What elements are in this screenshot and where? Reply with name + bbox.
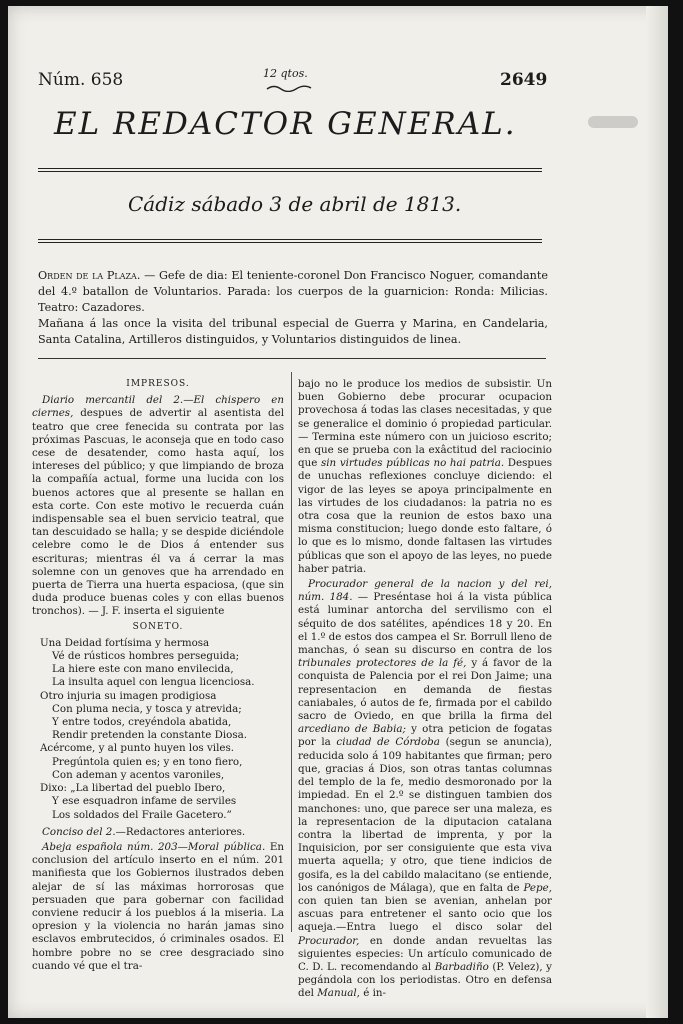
section-heading: IMPRESOS.: [126, 379, 190, 389]
poem-line: La insulta aquel con lengua licenciosa.: [52, 676, 255, 689]
paragraph-text: y á favor de la conquista de Palencia por el rei Don Jaime; una representacion en demanda de fiestas caniabales, ó autos de fe, firmada por el cabildo sacro de Oviedo, en que brilla la firma del: [298, 657, 552, 723]
emphasis: Manual,: [317, 987, 360, 1000]
column-divider: [291, 372, 292, 932]
divider: [38, 358, 546, 359]
sonnet: [40, 637, 284, 822]
orden-label: Orden de la Plaza.: [38, 269, 141, 282]
paragraph: [298, 578, 552, 1001]
source-title: Abeja española núm. 203: [42, 840, 178, 853]
poem-line: Una Deidad fortísima y hermosa: [40, 636, 210, 649]
article-title: —Moral pública.: [177, 840, 266, 853]
paragraph-text: (P. Velez), y pegándola con los periodistas. Otro en defensa del: [298, 960, 552, 1000]
divider: [38, 168, 542, 172]
emphasis: Barbadiño: [434, 960, 489, 973]
page-edge: [646, 6, 668, 1018]
emphasis: tribunales protectores de la fé,: [298, 657, 467, 670]
paragraph-text: bajo no le produce los medios de subsistir. Un buen Gobierno debe procurar ocupacion provechosa á todas las clases necesitadas, y que se generalice el dominio ó propiedad particular. — Termina este número con un juicioso escrito; en que se prueba con la exâctitud del raciocinio que: [298, 378, 552, 470]
paragraph-text: con quien tan bien se avenian, anhelan por ascuas para entretener el santo ocio que los aqueja.—Entra luego el disco solar del: [298, 894, 552, 934]
orden-text: — Gefe de dia: El teniente-coronel Don Francisco Noguer, comandante del 4.º batallon de Voluntarios. Parada: los cuerpos de la guarnicion: Ronda: Milicias. Teatro: Cazadores.: [38, 269, 548, 314]
emphasis: Procurador,: [298, 934, 360, 947]
poem-line: Y ese esquadron infame de serviles: [52, 795, 237, 808]
poem-line: Vé de rústicos hombres perseguida;: [52, 650, 240, 663]
paragraph-text: é in-: [363, 987, 386, 1000]
ink-smudge: [588, 116, 638, 128]
paragraph: [298, 378, 552, 576]
paragraph: Diario mercantil del 2.—El chispero en ciernes, despues de advertir al asentista del teatro que cree fenecida su contrata por las próximas Pascuas, le aconseja que en todo caso cese de desatender, como hasta aquí, los intereses del público; y que limpiando de broza la compañía actual, forme una lucida con los buenos actores que al presente se hallan en esta corte. Con este motivo le recuerda cuán indispensable sea el buen servicio teatral, que tan descuidado se halla; y se despide diciéndole celebre como le de Dios á entender sus escrituras; mientras él va á cerrar la mas solemne con un genoves que ha arrendado en puerta de Tierra una huerta espaciosa, (que sin duda produce buenas coles y con ellas buenos tronchos). — J. F. inserta el siguiente: [32, 394, 284, 618]
poem-line: Los soldados del Fraile Gacetero.”: [52, 808, 232, 821]
poem-title: SONETO.: [132, 621, 184, 632]
emphasis: arcediano de Babia;: [298, 723, 406, 736]
poem-line: Otro injuria su imagen prodigiosa: [40, 689, 217, 702]
paragraph-text: Despues de unuchas reflexiones concluye diciendo: el vigor de las leyes se apoya principalmente en las virtudes de los ciudadanos: la patria no es otra cosa que la reunion de estos baxo una misma constitucion; luego donde esto faltare, ó lo que es lo mismo, donde faltasen las virtudes públicas que son el apoyo de las leyes, no puede haber patria.: [298, 457, 552, 575]
issue-price: 12 qtos.: [263, 67, 308, 80]
paragraph-text: despues de advertir al asentista del teatro que cree fenecida su contrata por las próximas Pascuas, le aconseja que en todo caso cese de desatender, como hasta aquí, los intereses del público; y que limpiando de broza la compañía actual, forme una lucida con los buenos actores que al presente se hallan en esta corte. Con este motivo le recuerda cuán indispensable sea el buen servicio teatral, que tan descuidado se halla; y se despide diciéndole celebre como le de Dios á entender sus escrituras; mientras él va á cerrar la mas solemne con un genoves que ha arrendado en puerta de Tierra una huerta espaciosa, (que sin duda produce buenas coles y con ellas buenos tronchos). — J. F. inserta el siguiente: [32, 407, 284, 618]
dateline: Cádiz sábado 3 de abril de 1813.: [128, 192, 462, 216]
poem-line: La hiere este con mano envilecida,: [52, 663, 234, 676]
poem-line: Acércome, y al punto huyen los viles.: [40, 742, 235, 755]
page-number: 2649: [500, 70, 548, 90]
orden-text-2: Mañana á las once la visita del tribunal especial de Guerra y Marina, en Candelaria, Santa Catalina, Artilleros distinguidos, y Voluntarios distinguidos de linea.: [38, 317, 548, 346]
paragraph-text: y otra peticion de fogatas por la: [298, 723, 552, 749]
emphasis: sin virtudes públicas no hai patria.: [320, 457, 505, 470]
left-column: [32, 378, 284, 975]
source-title: Conciso del 2.: [42, 825, 116, 838]
ornament-icon: [266, 84, 312, 92]
paragraph-text: — Preséntase hoi á la vista pública está luminar antorcha del servilismo con el séquito de dos satélites, apéndices 18 y 20. En el 1.º de estos dos campea el Sr. Borrull lleno de manchas, ó sean su discurso en contra de los: [298, 591, 552, 657]
emphasis: ciudad de Córdoba: [336, 736, 440, 749]
emphasis: Pepe,: [523, 881, 552, 894]
source-title: Procurador general de la nacion y del rei, núm. 184.: [298, 578, 552, 604]
poem-line: Y entre todos, creyéndola abatida,: [52, 716, 232, 729]
paragraph-text: En conclusion del artículo inserto en el núm. 201 manifiesta que los Gobiernos ilustrados deben alejar de sí las máximas horrorosas que persuaden que para gobernar con facilidad conviene reducir á los pueblos á la miseria. La opresion y la violencia no harán jamas sino esclavos embrutecidos, ó criminales osados. El hombre pobre no se cree desgraciado sino cuando vé que el tra-: [32, 840, 284, 972]
newspaper-page: [8, 6, 668, 1018]
issue-number: Núm. 658: [38, 70, 124, 90]
source-title: Diario mercantil del 2.: [42, 394, 184, 407]
poem-line: Pregúntola quien es; y en tono fiero,: [52, 755, 243, 768]
paragraph: [32, 826, 284, 839]
poem-line: Dixo: „La libertad del pueblo Ibero,: [40, 782, 226, 795]
masthead-title: EL REDACTOR GENERAL.: [54, 106, 517, 142]
paragraph-text: (segun se anuncia), reducida solo á 109 habitantes que firman; pero que, gracias á Dios, son otras tantas columnas del templo de la fe, medio desmoronado por la impiedad. En el 2.º se distinguen tambien dos manchones: uno, que parece ser una maleza, es la representacion de la diputacion catalana contra la libertad de imprenta, y por la Inquisicion, por ser consiguiente que esta viva muerta aquella; y otro, que tiene indicios de gosifa, es la del cabildo malacitano (se entiende, los canónigos de Málaga), que en falta de: [298, 736, 552, 894]
poem-line: Con ademan y acentos varoniles,: [52, 768, 225, 781]
poem-line: Rendir pretenden la constante Diosa.: [52, 729, 248, 742]
orden-de-la-plaza: [38, 268, 548, 348]
paragraph-text: en donde andan revueltas las siguientes especies: Un artículo comunicado de C. D. L. recomendando al: [298, 934, 553, 973]
right-column: [298, 378, 552, 1003]
poem-line: Con pluma necia, y tosca y atrevida;: [52, 702, 242, 715]
divider: [38, 239, 542, 243]
paragraph: [32, 841, 284, 973]
article-title: El chispero en ciernes,: [32, 394, 284, 420]
paragraph-text: —Redactores anteriores.: [115, 825, 246, 838]
